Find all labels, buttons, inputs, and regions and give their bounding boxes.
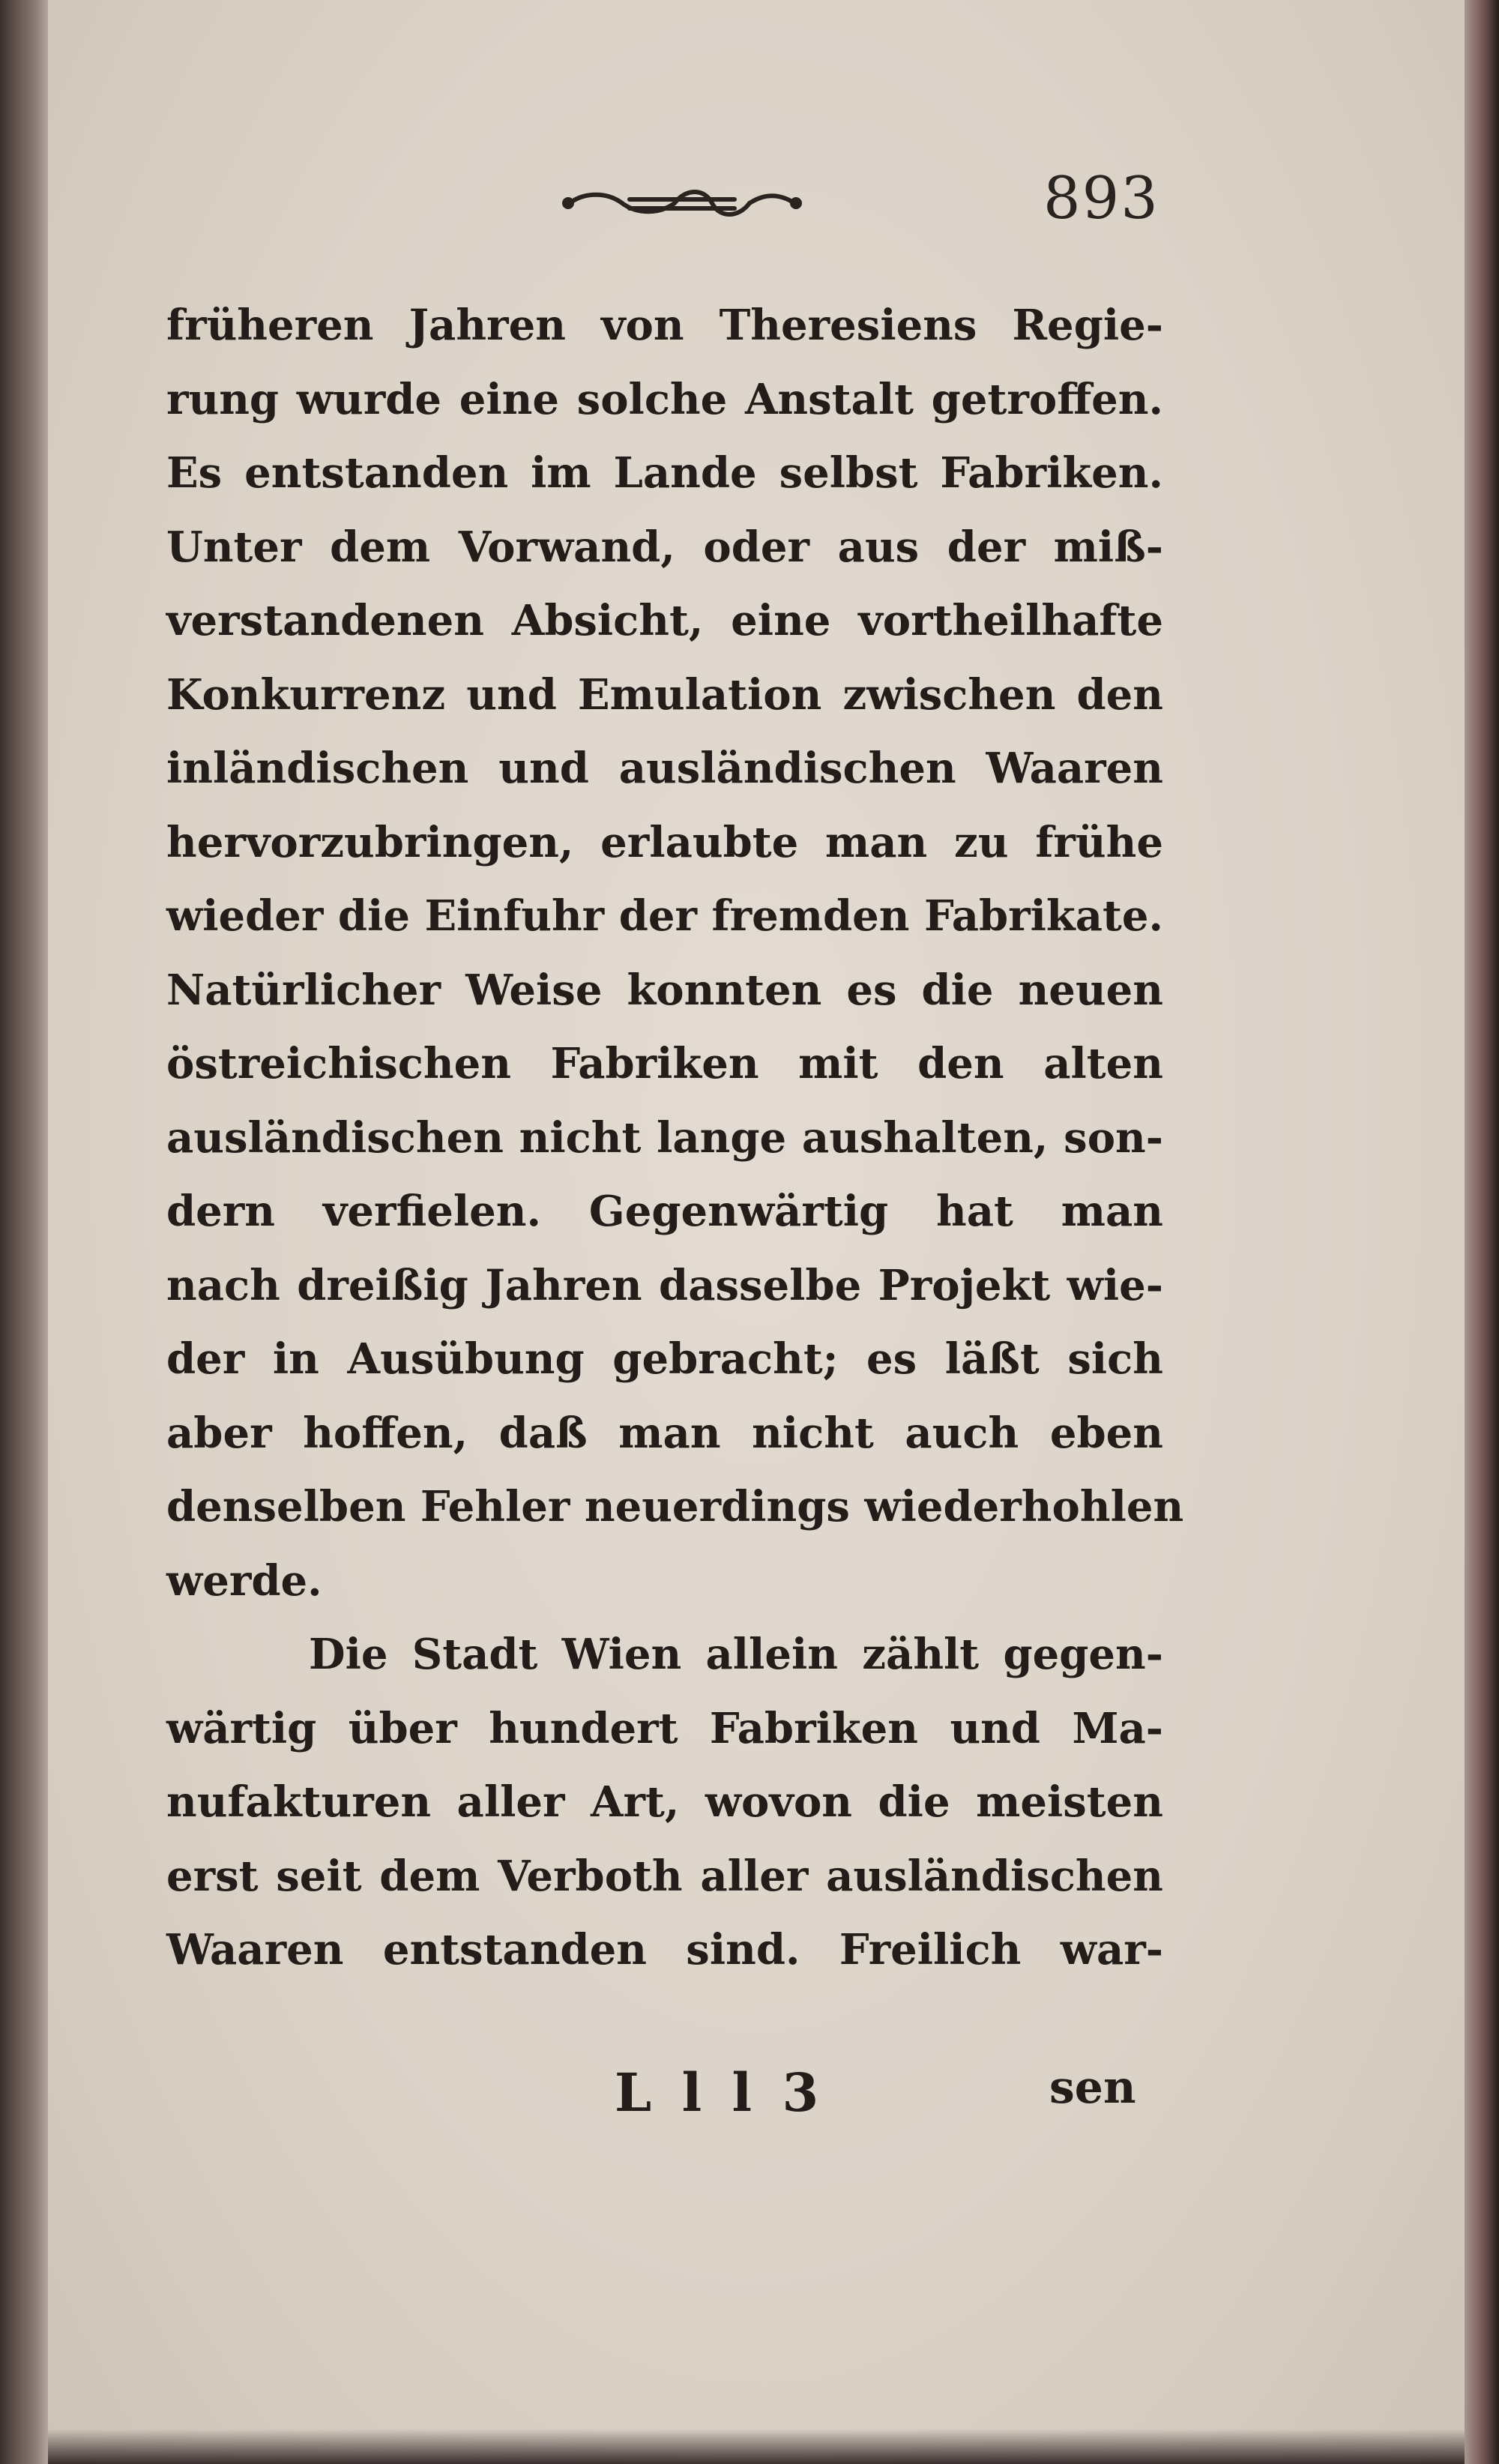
- text-line: nufakturen aller Art, wovon die meisten: [166, 1777, 1163, 1827]
- page-number: 893: [1043, 165, 1159, 232]
- text-line: wieder die Einfuhr der fremden Fabrikate.: [166, 891, 1163, 941]
- catchword: sen: [1049, 2061, 1136, 2114]
- text-line: Waaren entstanden sind. Freilich war-: [166, 1925, 1163, 1974]
- text-line: inländischen und ausländischen Waaren: [166, 744, 1163, 793]
- text-line: Es entstanden im Lande selbst Fabriken.: [166, 448, 1163, 498]
- text-line: denselben Fehler neuerdings wiederhohlen: [166, 1482, 1184, 1531]
- book-cover-edge: [0, 0, 48, 2464]
- text-line: aber hoffen, daß man nicht auch eben: [166, 1408, 1163, 1458]
- page-edge: [1465, 0, 1499, 2464]
- text-line: Unter dem Vorwand, oder aus der miß-: [166, 522, 1163, 572]
- text-line: dern verfielen. Gegenwärtig hat man: [166, 1187, 1163, 1236]
- signature-mark: L l l 3: [615, 2061, 825, 2124]
- text-line: ausländischen nicht lange aushalten, son-: [166, 1112, 1163, 1163]
- text-line: hervorzubringen, erlaubte man zu frühe: [166, 817, 1163, 867]
- text-line: verstandenen Absicht, eine vortheilhafte: [166, 596, 1163, 645]
- text-line: rung wurde eine solche Anstalt getroffen.: [166, 374, 1163, 424]
- text-line: östreichischen Fabriken mit den alten: [166, 1039, 1163, 1088]
- text-line: der in Ausübung gebracht; es läßt sich: [166, 1334, 1163, 1384]
- paragraph-2: [166, 1618, 1163, 1987]
- body-text: [166, 289, 1184, 1987]
- text-line: werde.: [166, 1555, 322, 1606]
- text-line: nach dreißig Jahren dasselbe Projekt wie-: [166, 1260, 1163, 1310]
- text-line: früheren Jahren von Theresiens Regie-: [166, 301, 1163, 350]
- text-line: Konkurrenz und Emulation zwischen den: [166, 669, 1163, 720]
- paragraph-1: [166, 289, 1184, 1618]
- text-line: Natürlicher Weise konnten es die neuen: [166, 965, 1163, 1015]
- text-line: wärtig über hundert Fabriken und Ma-: [166, 1703, 1163, 1753]
- headpiece-ornament-icon: [555, 177, 809, 229]
- text-line: erst seit dem Verboth aller ausländischen: [166, 1851, 1163, 1901]
- text-line: Die Stadt Wien allein zählt gegen-: [309, 1630, 1163, 1679]
- page-bottom-shadow: [48, 2429, 1465, 2464]
